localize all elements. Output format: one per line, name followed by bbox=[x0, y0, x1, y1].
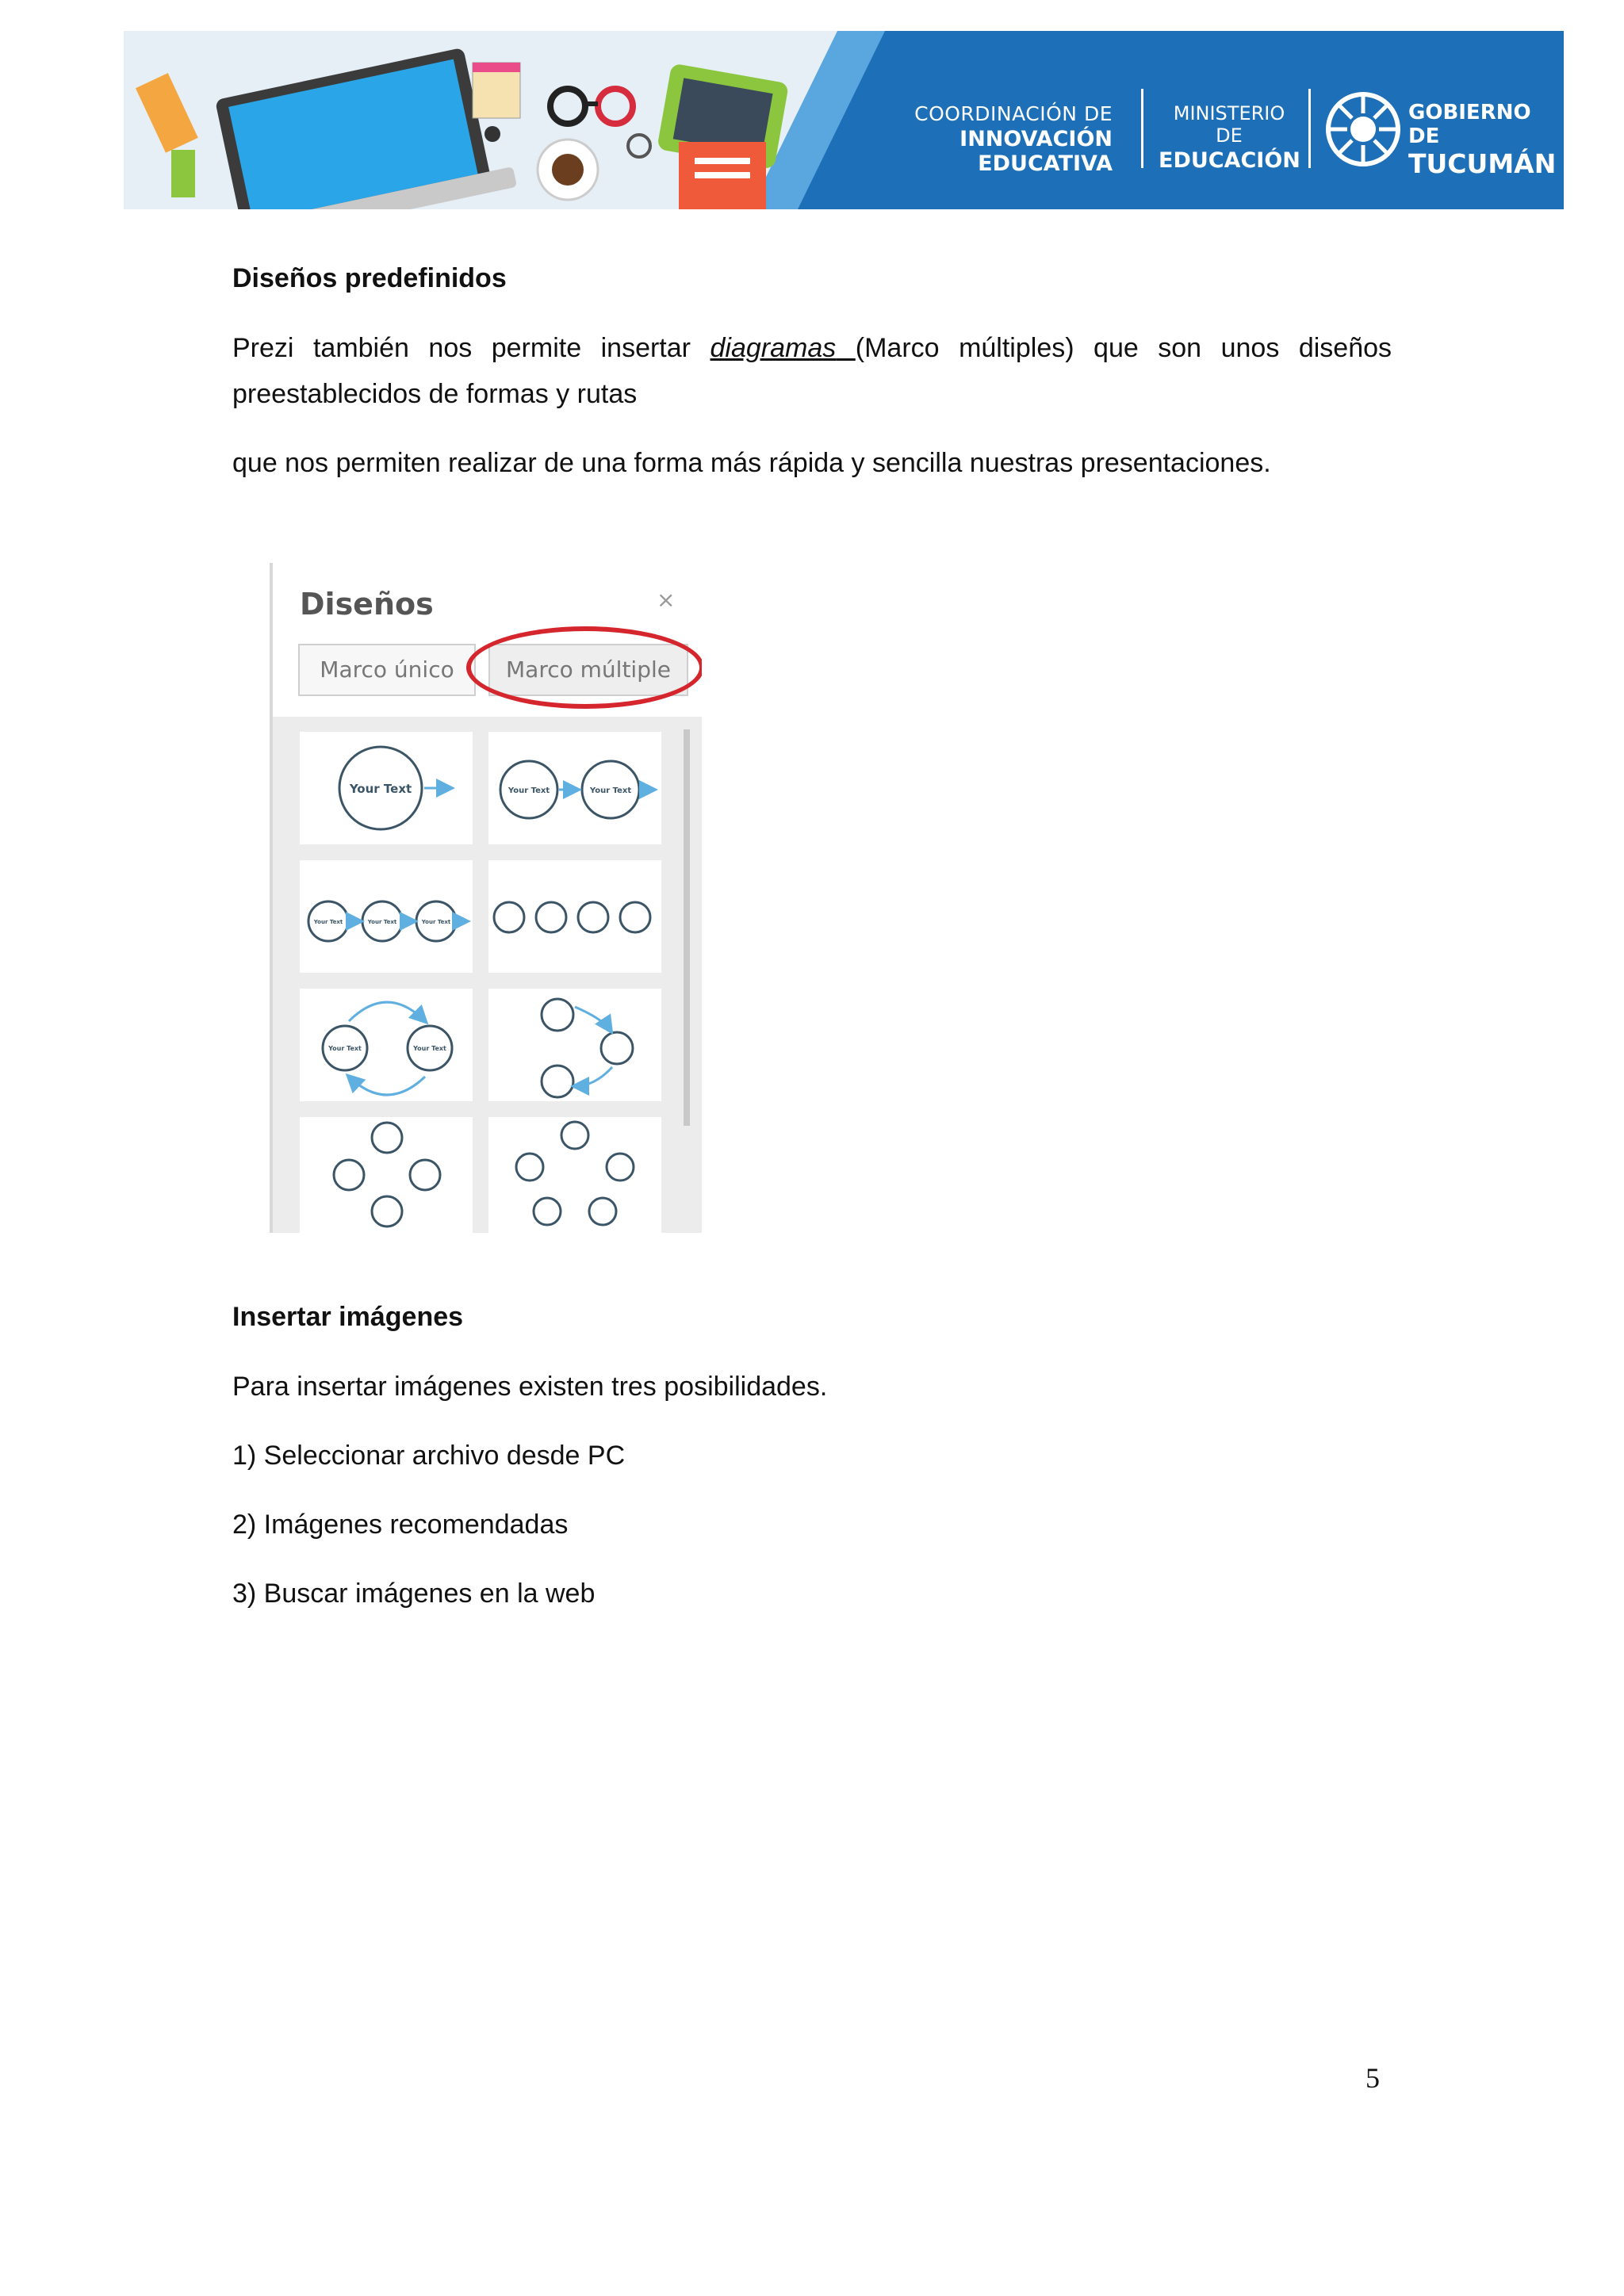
section-heading-images: Insertar imágenes bbox=[232, 1302, 464, 1332]
section-heading-designs: Diseños predefinidos bbox=[232, 263, 507, 293]
banner-divider bbox=[1141, 89, 1143, 168]
images-intro: Para insertar imágenes existen tres posibilidades. bbox=[232, 1372, 828, 1402]
placeholder-text: Your Text bbox=[328, 1045, 362, 1052]
paragraph-diagrams bbox=[232, 325, 1392, 417]
list-item: 2) Imágenes recomendadas bbox=[232, 1510, 569, 1540]
government-seal-icon bbox=[1325, 91, 1401, 167]
page-number: 5 bbox=[1365, 2062, 1380, 2094]
tab-single-frame[interactable]: Marco único bbox=[298, 644, 476, 696]
government-line1: GOBIERNO DE bbox=[1408, 101, 1531, 148]
coordination-line2: INNOVACIÓN EDUCATIVA bbox=[959, 127, 1113, 176]
tab-multiple-frame[interactable]: Marco múltiple bbox=[488, 644, 688, 696]
placeholder-text: Your Text bbox=[367, 919, 397, 925]
placeholder-text: Your Text bbox=[349, 782, 412, 796]
ministry-label bbox=[1159, 102, 1300, 173]
panel-title: Diseños bbox=[300, 587, 434, 622]
paragraph-text: (Marco múltiples) que son unos diseños preestablecidos de formas y rutas bbox=[232, 333, 1392, 409]
list-item: 3) Buscar imágenes en la web bbox=[232, 1578, 596, 1609]
paragraph-text: Prezi también nos permite insertar bbox=[232, 333, 691, 363]
paragraph-purpose: que nos permiten realizar de una forma más rápida y sencilla nuestras presentaciones. bbox=[232, 448, 1271, 478]
diagrams-link[interactable]: diagramas bbox=[710, 333, 837, 363]
government-label bbox=[1408, 101, 1564, 179]
placeholder-text: Your Text bbox=[313, 919, 343, 925]
government-line2: TUCUMÁN bbox=[1408, 148, 1557, 179]
coordination-line1: COORDINACIÓN DE bbox=[914, 102, 1113, 125]
ministry-line2: EDUCACIÓN bbox=[1159, 148, 1300, 173]
coordination-label bbox=[875, 102, 1113, 176]
header-banner bbox=[124, 31, 1564, 209]
ministry-line1: MINISTERIO DE bbox=[1173, 102, 1285, 147]
placeholder-text: Your Text bbox=[421, 919, 451, 925]
template-thumbnails bbox=[270, 563, 702, 1233]
placeholder-text: Your Text bbox=[413, 1045, 446, 1052]
placeholder-text: Your Text bbox=[589, 786, 632, 795]
designs-panel-screenshot bbox=[270, 563, 702, 1233]
placeholder-text: Your Text bbox=[508, 786, 550, 795]
close-icon[interactable]: × bbox=[657, 587, 676, 613]
banner-divider bbox=[1308, 89, 1311, 168]
list-item: 1) Seleccionar archivo desde PC bbox=[232, 1441, 626, 1471]
